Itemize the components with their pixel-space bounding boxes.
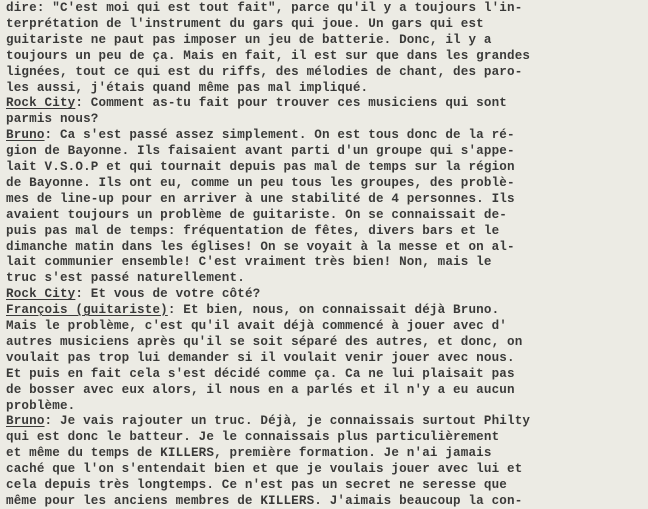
text-line <box>6 254 492 270</box>
text-line <box>6 159 515 175</box>
line-text: guitariste ne paut pas imposer un jeu de batterie. Donc, il y a <box>6 32 492 47</box>
line-text: dimanche matin dans les églises! On se voyait à la messe et on al- <box>6 239 515 254</box>
line-text: mes de line-up pour en arriver à une stabilité de 4 personnes. Ils <box>6 191 515 206</box>
line-text: truc s'est passé naturellement. <box>6 271 245 286</box>
text-line <box>6 175 515 191</box>
line-text: gion de Bayonne. Ils faisaient avant parti d'un groupe qui s'appe- <box>6 144 515 159</box>
text-line <box>6 143 515 159</box>
line-text: Et puis en fait cela s'est décidé comme ça. Ca ne lui plaisait pas <box>6 366 515 381</box>
speaker-label: Rock City <box>6 287 76 302</box>
line-text: lignées, tout ce qui est du riffs, des mélodies de chant, des paro- <box>6 64 523 79</box>
text-line <box>6 16 484 32</box>
text-line <box>6 445 492 461</box>
text-line <box>6 32 492 48</box>
text-line <box>6 48 530 64</box>
line-text: toujours un peu de ça. Mais en fait, il est sur que dans les grandes <box>6 48 531 63</box>
text-line <box>6 0 522 16</box>
text-line <box>6 493 522 509</box>
speaker-label: Bruno <box>6 414 45 429</box>
line-text: qui est donc le batteur. Je le connaissais plus particulièrement <box>6 430 500 445</box>
text-line <box>6 80 368 96</box>
line-text: problème. <box>6 398 76 413</box>
line-text: voulait pas trop lui demander si il voulait venir jouer avec nous. <box>6 350 515 365</box>
line-text: dire: "C'est moi qui est tout fait", parce qu'il y a toujours l'in- <box>6 1 523 15</box>
line-text: lait communier ensemble! C'est vraiment très bien! Non, mais le <box>6 255 492 270</box>
text-line <box>6 334 522 350</box>
line-text: parmis nous? <box>6 112 99 127</box>
line-text: et même du temps de KILLERS, première formation. Je n'ai jamais <box>6 446 492 461</box>
line-text: : Et bien, nous, on connaissait déjà Bruno. <box>167 303 500 318</box>
line-text: autres musiciens après qu'il se soit séparé des autres, et donc, on <box>6 334 523 349</box>
text-line <box>6 477 507 493</box>
line-text: lait V.S.O.P et qui tournait depuis pas mal de temps sur la région <box>6 160 515 174</box>
text-line <box>6 127 515 143</box>
text-line <box>6 350 515 366</box>
speaker-label: Rock City <box>6 96 76 111</box>
line-text: les aussi, j'étais quand même pas mal impliqué. <box>6 80 369 95</box>
line-text: caché que l'on s'entendait bien et que je voulais jouer avec lui et <box>6 462 523 477</box>
text-line <box>6 95 507 111</box>
text-line <box>6 270 245 286</box>
line-text: de Bayonne. Ils ont eu, comme un peu tous les groupes, des problè- <box>6 175 515 190</box>
text-line <box>6 223 499 239</box>
line-text: : Comment as-tu fait pour trouver ces musiciens qui sont <box>75 96 507 111</box>
text-line <box>6 461 522 477</box>
line-text: : Et vous de votre côté? <box>75 287 261 302</box>
speaker-label: François (guitariste) <box>6 303 168 318</box>
speaker-label: Bruno <box>6 128 45 143</box>
text-line <box>6 286 260 302</box>
text-line <box>6 413 530 429</box>
text-line <box>6 318 507 334</box>
text-line <box>6 302 499 318</box>
text-line <box>6 382 515 398</box>
line-text: : Je vais rajouter un truc. Déjà, je connaissais surtout Philty <box>44 414 531 429</box>
text-line <box>6 366 515 382</box>
text-line <box>6 64 522 80</box>
line-text: avaient toujours un problème de guitariste. On se connaissait de- <box>6 207 507 222</box>
line-text: puis pas mal de temps: fréquentation de fêtes, divers bars et le <box>6 223 500 238</box>
text-line <box>6 429 499 445</box>
text-line <box>6 239 515 255</box>
text-line <box>6 207 507 223</box>
line-text: cela depuis très longtemps. Ce n'est pas un secret ne seresse que <box>6 478 507 492</box>
text-line <box>6 191 515 207</box>
line-text: Mais le problème, c'est qu'il avait déjà commencé à jouer avec d' <box>6 319 507 333</box>
text-line <box>6 398 75 414</box>
line-text: : Ca s'est passé assez simplement. On est tous donc de la ré- <box>44 128 515 143</box>
line-text: de bosser avec eux alors, il nous en a parlés et il n'y a eu aucun <box>6 382 515 397</box>
text-line <box>6 111 99 127</box>
line-text: terprétation de l'instrument du gars qui joue. Un gars qui est <box>6 16 484 31</box>
line-text: même pour les anciens membres de KILLERS. J'aimais beaucoup la con- <box>6 493 523 508</box>
